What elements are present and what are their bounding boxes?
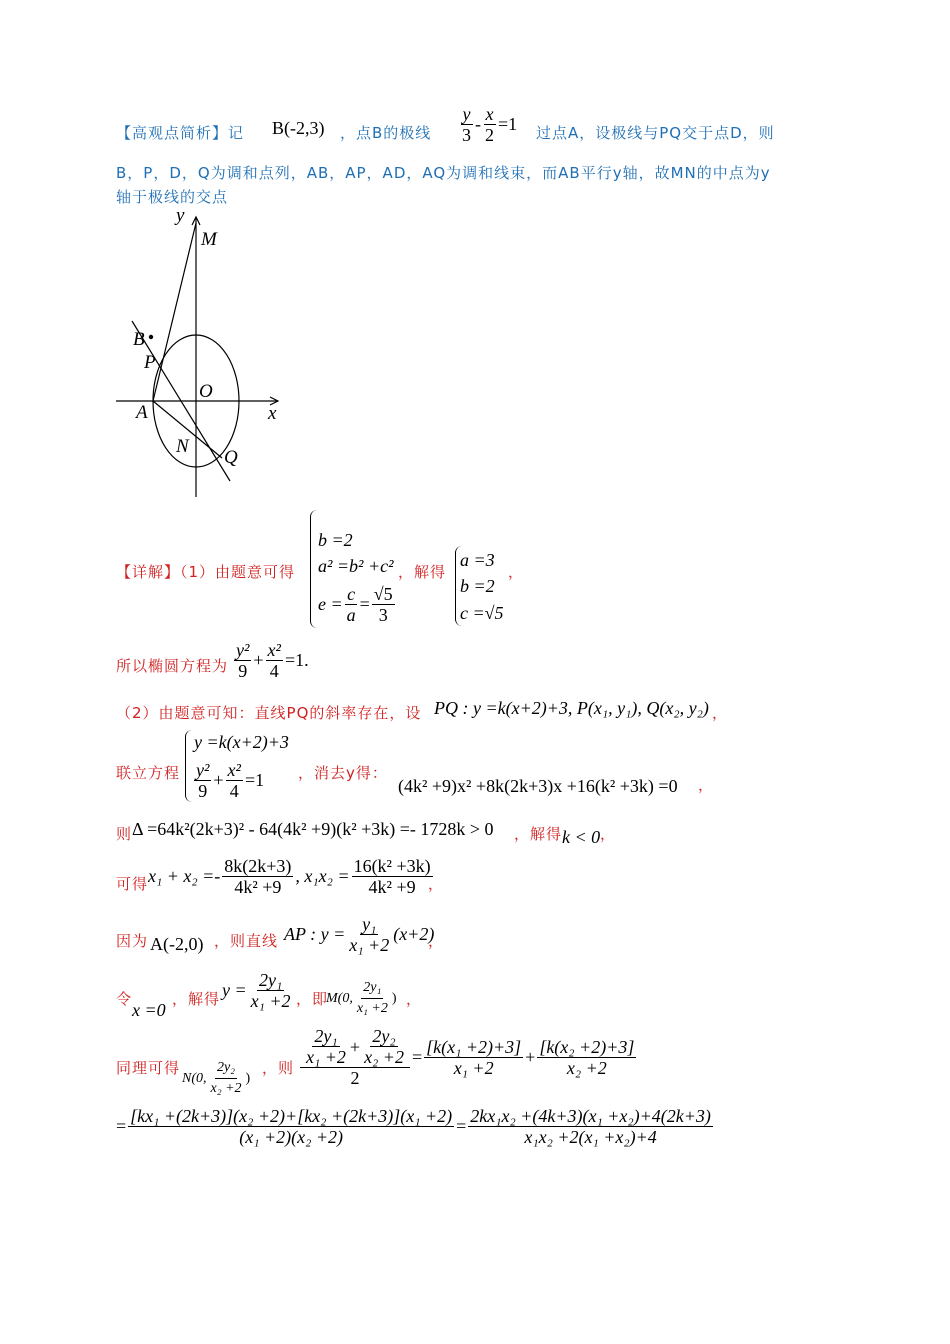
vieta-prod-frac — [352, 856, 433, 897]
line-ap-left: AP : y = — [284, 924, 346, 944]
line-ap-frac — [347, 914, 391, 955]
frac-x2-4 — [266, 640, 283, 681]
intro-line3 — [116, 186, 228, 207]
point-b-text: B(-2,3) — [272, 118, 325, 138]
m-left: M(0, — [326, 990, 353, 1006]
intro-line1 — [116, 122, 244, 143]
frac-den: 4k² +9 — [234, 877, 282, 897]
frac-num: [k(x₂ +2)+3] — [539, 1036, 635, 1057]
frac-num: 2y₂ — [372, 1026, 396, 1046]
joint-line1: y =k(x+2)+3 — [194, 732, 289, 752]
ellipse-equation — [232, 640, 309, 681]
frac-den: x₂ +2 — [210, 1081, 242, 1096]
frac-num: 2y₁ — [314, 1026, 338, 1046]
ie-text: ，即 — [296, 990, 329, 1008]
label-m: M — [201, 229, 217, 250]
part2-formula: PQ : y =k(x+2)+3, P(x₁, y₁), Q(x₂, y₂) — [434, 698, 709, 718]
label-y: y — [176, 205, 185, 226]
comma2: ， — [698, 776, 715, 794]
frac-den: x₂ +2 — [364, 1047, 404, 1067]
sys2-b: b =2 — [460, 576, 495, 596]
t1-frac — [424, 1037, 523, 1078]
point-b-dot — [149, 335, 153, 339]
comma5: ， — [428, 932, 445, 950]
frac-den: 4 — [269, 661, 279, 681]
plus: + — [253, 650, 264, 670]
then-text: ，则 — [262, 1059, 295, 1077]
frac-num: [k(x₁ +2)+3] — [426, 1036, 522, 1057]
label-p: P — [144, 352, 156, 373]
vieta-prefix: 可得 — [116, 875, 149, 893]
sys2-c: c =√5 — [460, 603, 504, 623]
final-frac — [468, 1106, 713, 1147]
joint-prefix: 联立方程 — [116, 764, 181, 782]
mid-b-frac — [362, 1026, 406, 1067]
frac-den: x₁x₂ +2(x₁ +x₂)+4 — [524, 1127, 657, 1147]
m-point-expr — [326, 978, 397, 1019]
label-o: O — [199, 381, 213, 402]
part1-prefix: （1）由题意可得 — [180, 563, 296, 581]
point-b-expr — [272, 118, 325, 139]
let-text: 令 — [116, 990, 133, 1008]
sys2-a: a =3 — [460, 550, 495, 570]
line-ap-prefix: ，则直线 — [214, 932, 279, 950]
joint-line2 — [192, 760, 264, 801]
frac-den: a — [346, 605, 356, 625]
comma4: ， — [428, 875, 445, 893]
label-b: B — [133, 329, 145, 350]
plus: + — [349, 1036, 361, 1057]
eq: = — [411, 1046, 423, 1067]
vieta-sum-frac — [222, 856, 293, 897]
comma3: ， — [600, 825, 617, 843]
label-n: N — [176, 436, 189, 457]
minus-sign: - — [475, 114, 481, 134]
frac-num: 2y₁ — [361, 978, 383, 999]
frac-num: 2kx₁x₂ +(4k+3)(x₁ +x₂)+4(2k+3) — [470, 1106, 711, 1126]
frac-den: x₁ +2 — [349, 935, 390, 955]
intro-polar-text — [340, 122, 431, 143]
frac-den: (x₁ +2)(x₂ +2) — [239, 1127, 344, 1147]
similarly-text: 同理可得 — [116, 1059, 181, 1077]
point-a: A(-2,0) — [150, 934, 204, 954]
detail-label: 【详解】 — [116, 563, 181, 581]
frac-den: 2 — [485, 125, 494, 145]
frac-den: 4 — [229, 781, 239, 801]
frac-num: x² — [267, 640, 281, 660]
intro-line2 — [116, 162, 771, 183]
sys1-e — [318, 584, 397, 625]
frac-num: c — [347, 584, 356, 604]
frac-sqrt5-3 — [372, 584, 395, 625]
label-a: A — [136, 402, 148, 423]
n-left: N(0, — [182, 1070, 207, 1086]
k-negative: k < 0 — [562, 827, 601, 847]
plus: + — [213, 770, 224, 790]
polar-equation — [458, 104, 517, 145]
ellipse-prefix: 所以椭圆方程为 — [116, 657, 229, 675]
comma: ， — [508, 563, 525, 581]
mid-big-frac — [300, 1026, 410, 1088]
part2-suffix: ， — [712, 704, 729, 722]
m-right: ) — [391, 990, 397, 1006]
frac-num: y² — [196, 760, 210, 780]
comma6: ， — [406, 990, 423, 1008]
mid-big-num — [300, 1026, 410, 1068]
eq: = — [456, 1116, 467, 1136]
solve2-text: ，解得 — [172, 990, 221, 1008]
frac-num: [kx₁ +(2k+3)](x₂ +2)+[kx₂ +(2k+3)](x₁ +2) — [130, 1106, 453, 1126]
frac-den: x₁ +2 — [250, 991, 291, 1011]
n-point-expr — [182, 1058, 250, 1099]
intro-mid-text: ，点B的极线 — [340, 124, 432, 142]
frac-num: 16(k² +3k) — [353, 856, 431, 876]
frac-y-3 — [460, 104, 473, 145]
line-am — [153, 223, 196, 401]
vieta-expr — [148, 856, 435, 897]
intro-suffix-text: 过点A，设极线与PQ交于点D，则 — [536, 124, 775, 142]
e-left: e = — [318, 594, 343, 614]
y-intercept-expr — [222, 970, 295, 1011]
n-right: ) — [245, 1070, 251, 1086]
frac-den: 3 — [462, 125, 471, 145]
frac-num: x² — [227, 760, 241, 780]
intro-line2-text: B，P，D，Q为调和点列，AB，AP，AD，AQ为调和线束，而AB平行y轴，故MN的中点为y — [116, 164, 771, 182]
eq-one: =1 — [498, 114, 518, 134]
frac-den: 9 — [238, 661, 248, 681]
because-text: 因为 — [116, 932, 149, 950]
frac-den: 4k² +9 — [368, 877, 416, 897]
intro-line3-text: 轴于极线的交点 — [116, 188, 229, 206]
eliminate-text: ，消去y得： — [298, 764, 388, 782]
frac-den: x₂ +2 — [566, 1057, 607, 1078]
midpoint-expr — [298, 1026, 638, 1088]
frac-num: y₁ — [362, 914, 377, 934]
big-frac — [128, 1106, 454, 1147]
delta-solve: ，解得 — [514, 825, 563, 843]
eq-one: =1 — [244, 770, 265, 790]
frac-y2-9 — [194, 760, 211, 801]
frac-num: 2y₁ — [258, 970, 283, 990]
part2-prefix: （2）由题意可知：直线PQ的斜率存在，设 — [116, 704, 422, 722]
delta-prefix: 则 — [116, 825, 133, 843]
frac-y2-9 — [234, 640, 251, 681]
frac-num: √5 — [373, 584, 393, 604]
ellipse-figure — [110, 205, 295, 505]
combined-expr — [116, 1106, 715, 1147]
line-ap-right: (x+2) — [393, 924, 435, 944]
m-frac — [355, 978, 390, 1019]
t2-frac — [537, 1037, 636, 1078]
frac-num: y — [462, 104, 471, 124]
system1-brace — [310, 510, 317, 628]
n-frac — [209, 1058, 244, 1099]
solve-text: ，解得 — [398, 563, 447, 581]
frac-num: x — [485, 104, 494, 124]
eq: = — [116, 1116, 127, 1136]
frac-x2-4 — [226, 760, 243, 801]
frac-num: y² — [236, 640, 250, 660]
label-q: Q — [224, 447, 238, 468]
plus: + — [525, 1046, 536, 1067]
frac-x-2 — [483, 104, 496, 145]
frac-den: 9 — [198, 781, 208, 801]
frac-den: x₁ +2 — [306, 1047, 346, 1067]
quadratic-eq: (4k² +9)x² +8k(2k+3)x +16(k² +3k) =0 — [398, 776, 678, 796]
mid-a-frac — [304, 1026, 348, 1067]
label-x: x — [268, 403, 277, 424]
sys1-b: b =2 — [318, 530, 353, 550]
joint-brace — [185, 730, 192, 802]
y-left: y = — [222, 980, 247, 1000]
frac-den: 3 — [378, 605, 388, 625]
y-frac — [249, 970, 293, 1011]
intro-label: 【高观点简析】记 — [116, 124, 245, 142]
frac-num: 2y₂ — [215, 1058, 237, 1079]
intro-line1-suffix — [536, 122, 775, 143]
line-ap-expr — [284, 914, 434, 955]
delta-expr: Δ =64k²(2k+3)² - 64(4k² +9)(k² +3k) =- 1728k > 0 — [132, 819, 494, 839]
eq-one: =1. — [284, 650, 309, 670]
detail-part1-label — [116, 561, 295, 582]
frac-num: 8k(2k+3) — [224, 856, 292, 876]
sys1-a: a² =b² +c² — [318, 556, 394, 576]
eq: = — [359, 594, 370, 614]
x-zero: x =0 — [132, 1000, 166, 1020]
frac-den: x₁ +2 — [356, 1001, 388, 1016]
vieta-prod-left: , x₁x₂ = — [295, 866, 350, 886]
mid-big-den: 2 — [350, 1068, 360, 1088]
vieta-sum-left: x₁ + x₂ =- — [148, 866, 221, 886]
frac-c-a — [345, 584, 358, 625]
frac-den: x₁ +2 — [453, 1057, 494, 1078]
